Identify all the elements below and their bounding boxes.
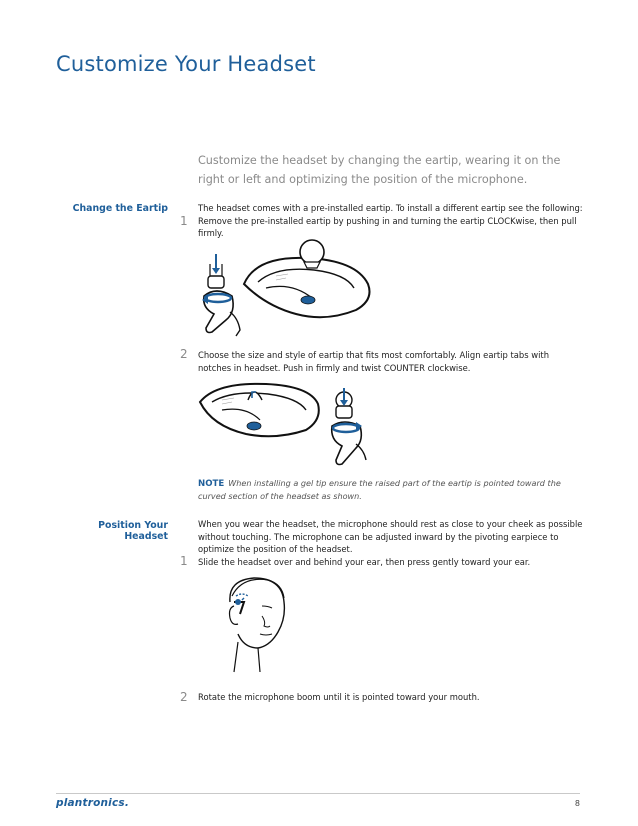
- step-number: 1: [180, 554, 188, 568]
- intro-paragraph: Customize the headset by changing the eartip, wearing it on the right or left and optimizing the position of the microphone.: [198, 154, 561, 186]
- headset-wearing-illustration: [212, 572, 302, 676]
- section-heading-change-eartip: Change the Eartip: [72, 203, 168, 214]
- page-title: Customize Your Headset: [56, 52, 316, 76]
- eartip-removal-illustration: [196, 236, 376, 340]
- section-heading-position-headset: Position Your Headset: [98, 520, 168, 542]
- step-instruction: Choose the size and style of eartip that fits most comfortably. Align eartip tabs with notches in headset. Push in firmly and twist COUNTER clockwise.: [198, 350, 550, 373]
- eartip-install-illustration: [196, 380, 396, 472]
- note: [198, 477, 588, 502]
- step-number: 2: [180, 347, 188, 361]
- page-number: 8: [574, 799, 580, 808]
- step-text: [198, 202, 584, 240]
- step-instruction: Remove the pre-installed eartip by pushing in and turning the eartip CLOCKwise, then pull firmly.: [198, 215, 577, 239]
- step-number: 1: [180, 214, 188, 228]
- step-instruction: Slide the headset over and behind your ear, then press gently toward your ear.: [198, 557, 531, 567]
- plantronics-logo: plantronics.: [56, 797, 130, 809]
- note-label: NOTE: [198, 479, 225, 489]
- step-number: 2: [180, 690, 188, 704]
- step-instruction: Rotate the microphone boom until it is pointed toward your mouth.: [198, 692, 480, 702]
- step-lead: The headset comes with a pre-installed eartip. To install a different eartip see the following:: [198, 203, 583, 213]
- note-text: When installing a gel tip ensure the raised part of the eartip is pointed toward the curved section of the headset as shown.: [198, 478, 561, 501]
- section-lead: When you wear the headset, the microphone should rest as close to your cheek as possible without touching. The microphone can be adjusted inward by the pivoting earpiece to optimize the position of the headset.: [198, 519, 583, 555]
- footer-divider: [56, 793, 580, 794]
